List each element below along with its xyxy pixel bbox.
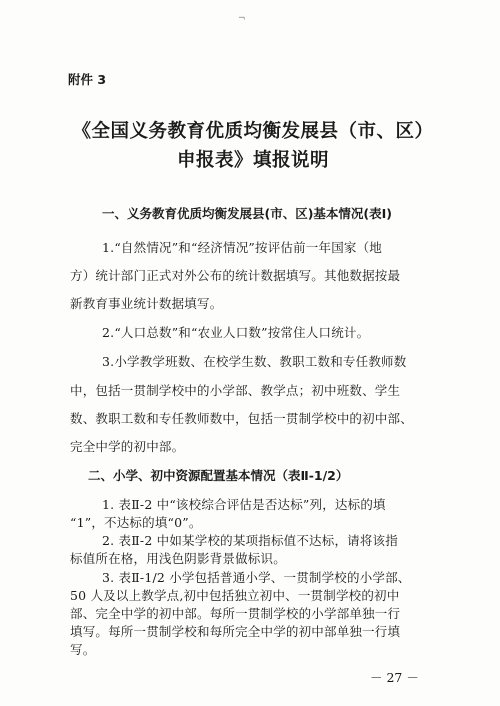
section-2-line: 3. 表Ⅱ-1/2 小学包括普通小学、一贯制学校的小学部、 [102,570,411,585]
section-1-heading: 一、义务教育优质均衡发展县(市、区)基本情况(表Ⅰ) [102,206,393,221]
section-1-line: 方）统计部门正式对外公布的统计数据填写。其他数据按最 [70,268,401,283]
section-1-line: 中，包括一贯制学校中的小学部、教学点；初中班数、学生 [70,383,401,398]
section-2-line: 1. 表Ⅱ-2 中“该校综合评估是否达标”列，达标的填 [102,497,386,512]
section-2-line: “1”，不达标的填“0”。 [70,515,202,530]
page-number: － 27 － [370,670,419,685]
scan-mark: ¬ [238,14,246,24]
section-2-heading: 二、小学、初中资源配置基本情况（表Ⅱ-1/2） [88,468,349,483]
section-1-line: 数、教职工数和专任教师数中，包括一贯制学校中的初中部、 [70,411,413,426]
document-title-line-1: 《全国义务教育优质均衡发展县（市、区） [72,121,434,142]
section-2-line: 部、完全中学的初中部。每所一贯制学校的小学部单独一行 [70,606,401,621]
attachment-label: 附件 3 [68,72,107,87]
section-2-line: 50 人及以上教学点,初中包括独立初中、一贯制学校的初中 [70,588,400,603]
section-2-line: 标值所在格，用浅色阴影背景做标识。 [70,551,286,566]
section-2-line: 写。 [70,642,96,657]
section-1-line: 新教育事业统计数据填写。 [70,296,223,311]
section-2-line: 填写。每所一贯制学校和每所完全中学的初中部单独一行填 [70,624,401,639]
section-2-line: 2. 表Ⅱ-2 中如某学校的某项指标值不达标，请将该指 [102,533,398,548]
section-1-line: 1.“自然情况”和“经济情况”按评估前一年国家（地 [102,240,382,255]
section-1-line: 2.“人口总数”和“农业人口数”按常住人口统计。 [102,325,370,340]
section-1-line: 3.小学教学班数、在校学生数、教职工数和专任教师数 [102,354,407,369]
document-title-line-2: 申报表》填报说明 [176,150,329,171]
section-1-line: 完全中学的初中部。 [70,439,185,454]
